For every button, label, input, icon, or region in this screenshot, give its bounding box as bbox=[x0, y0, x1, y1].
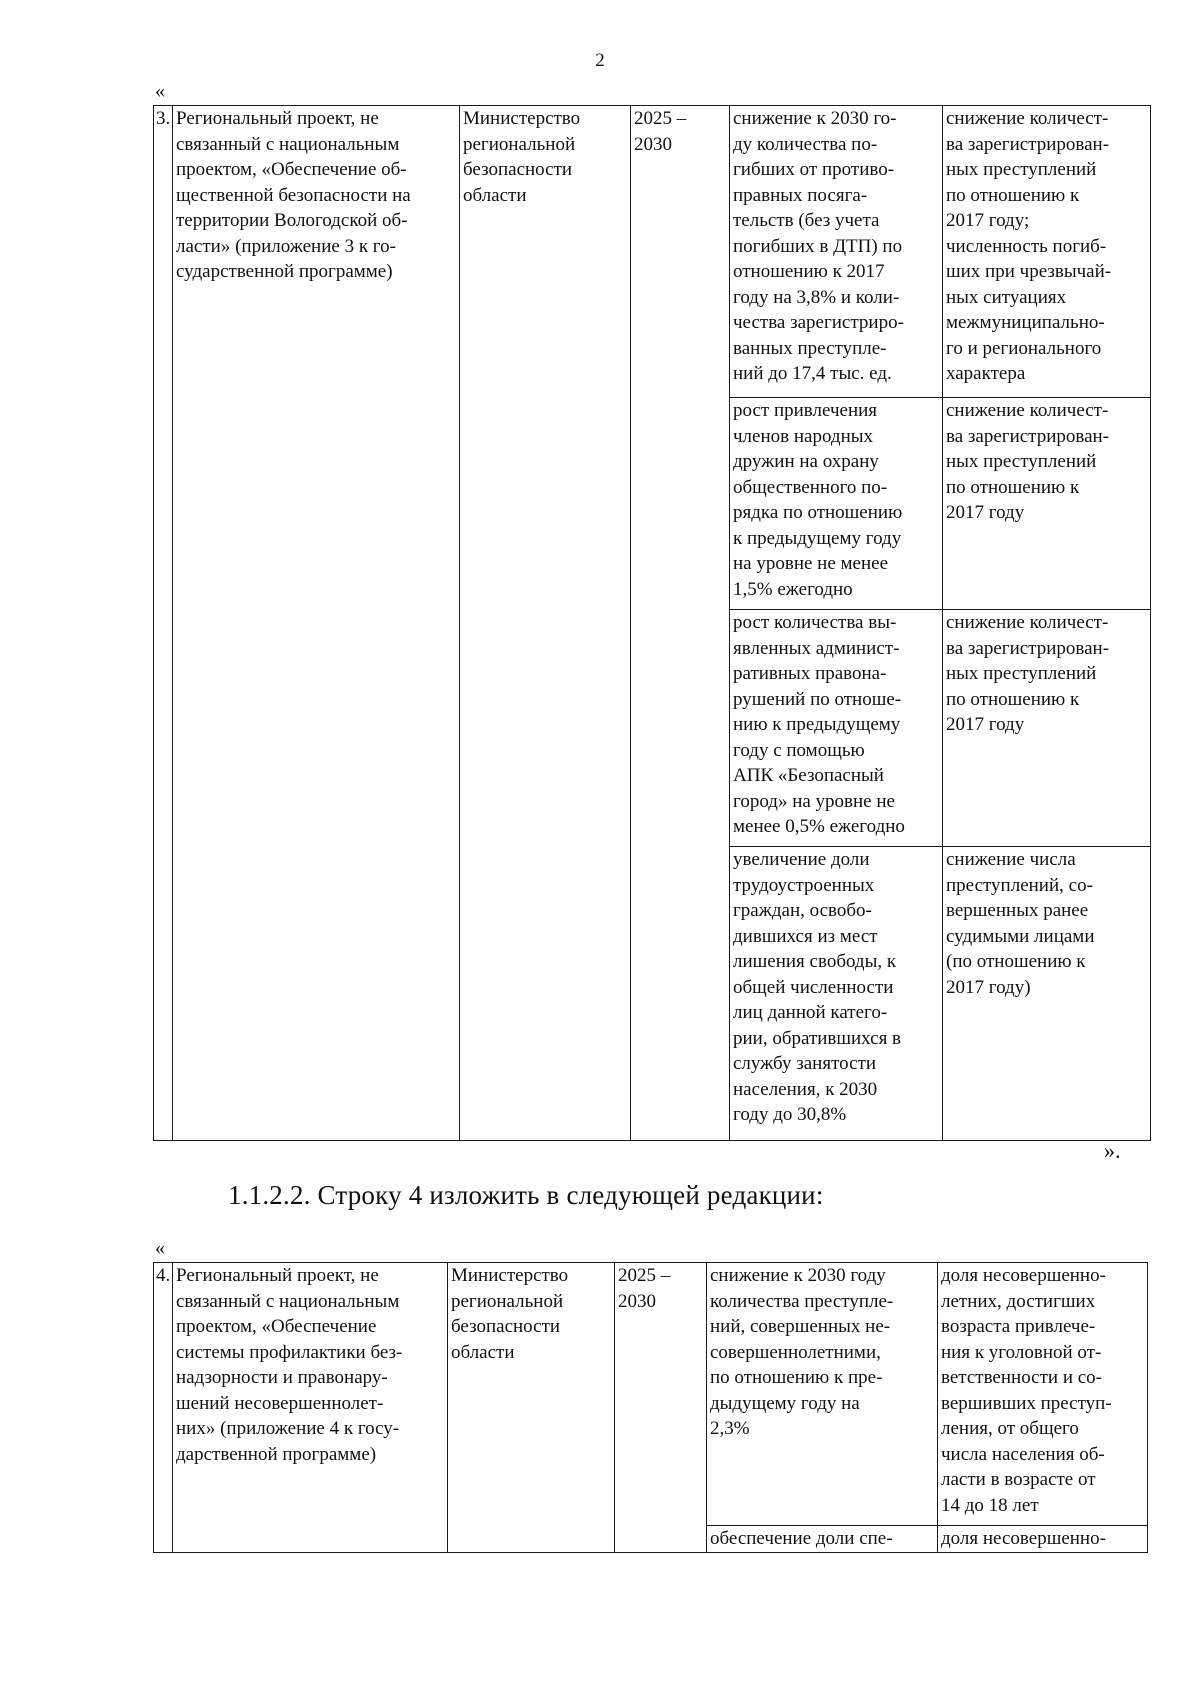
closing-quote-table-1: ». bbox=[1104, 1138, 1121, 1163]
project-name-cell: Региональный проект, не связанный с национальным проектом, «Обеспечение об- щественной безопасности на территории Вологодской об- ласти» (приложение 3 к го- сударственной программе) bbox=[173, 106, 460, 1141]
goal-cell: снижение к 2030 го- ду количества по- гибших от противо- правных посяга- тельств (без учета погибших в ДТП) по отношению к 2017 году на 3,8% и коли- чества зарегистриро- ванных преступле- ний до 17,4 тыс. ед. bbox=[730, 106, 943, 398]
indicator-cell: доля несовершенно- bbox=[938, 1526, 1148, 1553]
row-number-cell: 3. bbox=[154, 106, 173, 1141]
amendment-heading: 1.1.2.2. Строку 4 изложить в следующей редакции: bbox=[228, 1180, 824, 1210]
program-table-row-3 bbox=[153, 105, 1151, 1141]
period-cell: 2025 – 2030 bbox=[615, 1263, 707, 1553]
ministry-cell: Министерство региональной безопасности области bbox=[448, 1263, 615, 1553]
program-table-row-4 bbox=[153, 1262, 1148, 1553]
indicator-cell: снижение количест- ва зарегистрирован- ных преступлений по отношению к 2017 году bbox=[943, 398, 1151, 610]
indicator-cell: снижение числа преступлений, со- вершенных ранее судимыми лицами (по отношению к 2017 году) bbox=[943, 847, 1151, 1141]
table-row bbox=[154, 1263, 1148, 1526]
indicator-cell: доля несовершенно- летних, достигших возраста привлече- ния к уголовной от- ветственности и со- вершивших преступ- ления, от общего числа населения об- ласти в возрасте от 14 до 18 лет bbox=[938, 1263, 1148, 1526]
row-number-cell: 4. bbox=[154, 1263, 173, 1553]
opening-quote-table-2: « bbox=[155, 1237, 165, 1259]
goal-cell: рост привлечения членов народных дружин на охрану общественного по- рядка по отношению к предыдущему году на уровне не менее 1,5% ежегодно bbox=[730, 398, 943, 610]
goal-cell: рост количества вы- явленных админист- ративных правона- рушений по отноше- нию к предыдущему году с помощью АПК «Безопасный город» на уровне не менее 0,5% ежегодно bbox=[730, 610, 943, 847]
opening-quote-table-1: « bbox=[155, 80, 165, 102]
page-number: 2 bbox=[595, 50, 605, 71]
indicator-cell: снижение количест- ва зарегистрирован- ных преступлений по отношению к 2017 году; численность погиб- ших при чрезвычай- ных ситуациях межмуниципально- го и регионального характера bbox=[943, 106, 1151, 398]
indicator-cell: снижение количест- ва зарегистрирован- ных преступлений по отношению к 2017 году bbox=[943, 610, 1151, 847]
goal-cell: снижение к 2030 году количества преступле- ний, совершенных не- совершеннолетними, по отношению к пре- дыдущему году на 2,3% bbox=[707, 1263, 938, 1526]
goal-cell: обеспечение доли спе- bbox=[707, 1526, 938, 1553]
ministry-cell: Министерство региональной безопасности области bbox=[460, 106, 631, 1141]
period-cell: 2025 – 2030 bbox=[631, 106, 730, 1141]
table-row bbox=[154, 106, 1151, 398]
project-name-cell: Региональный проект, не связанный с национальным проектом, «Обеспечение системы профилактики без- надзорности и правонару- шений несовершеннолет- них» (приложение 4 к госу- дарственной программе) bbox=[173, 1263, 448, 1553]
goal-cell: увеличение доли трудоустроенных граждан, освобо- дившихся из мест лишения свободы, к общей численности лиц данной катего- рии, обратившихся в службу занятости населения, к 2030 году до 30,8% bbox=[730, 847, 943, 1141]
